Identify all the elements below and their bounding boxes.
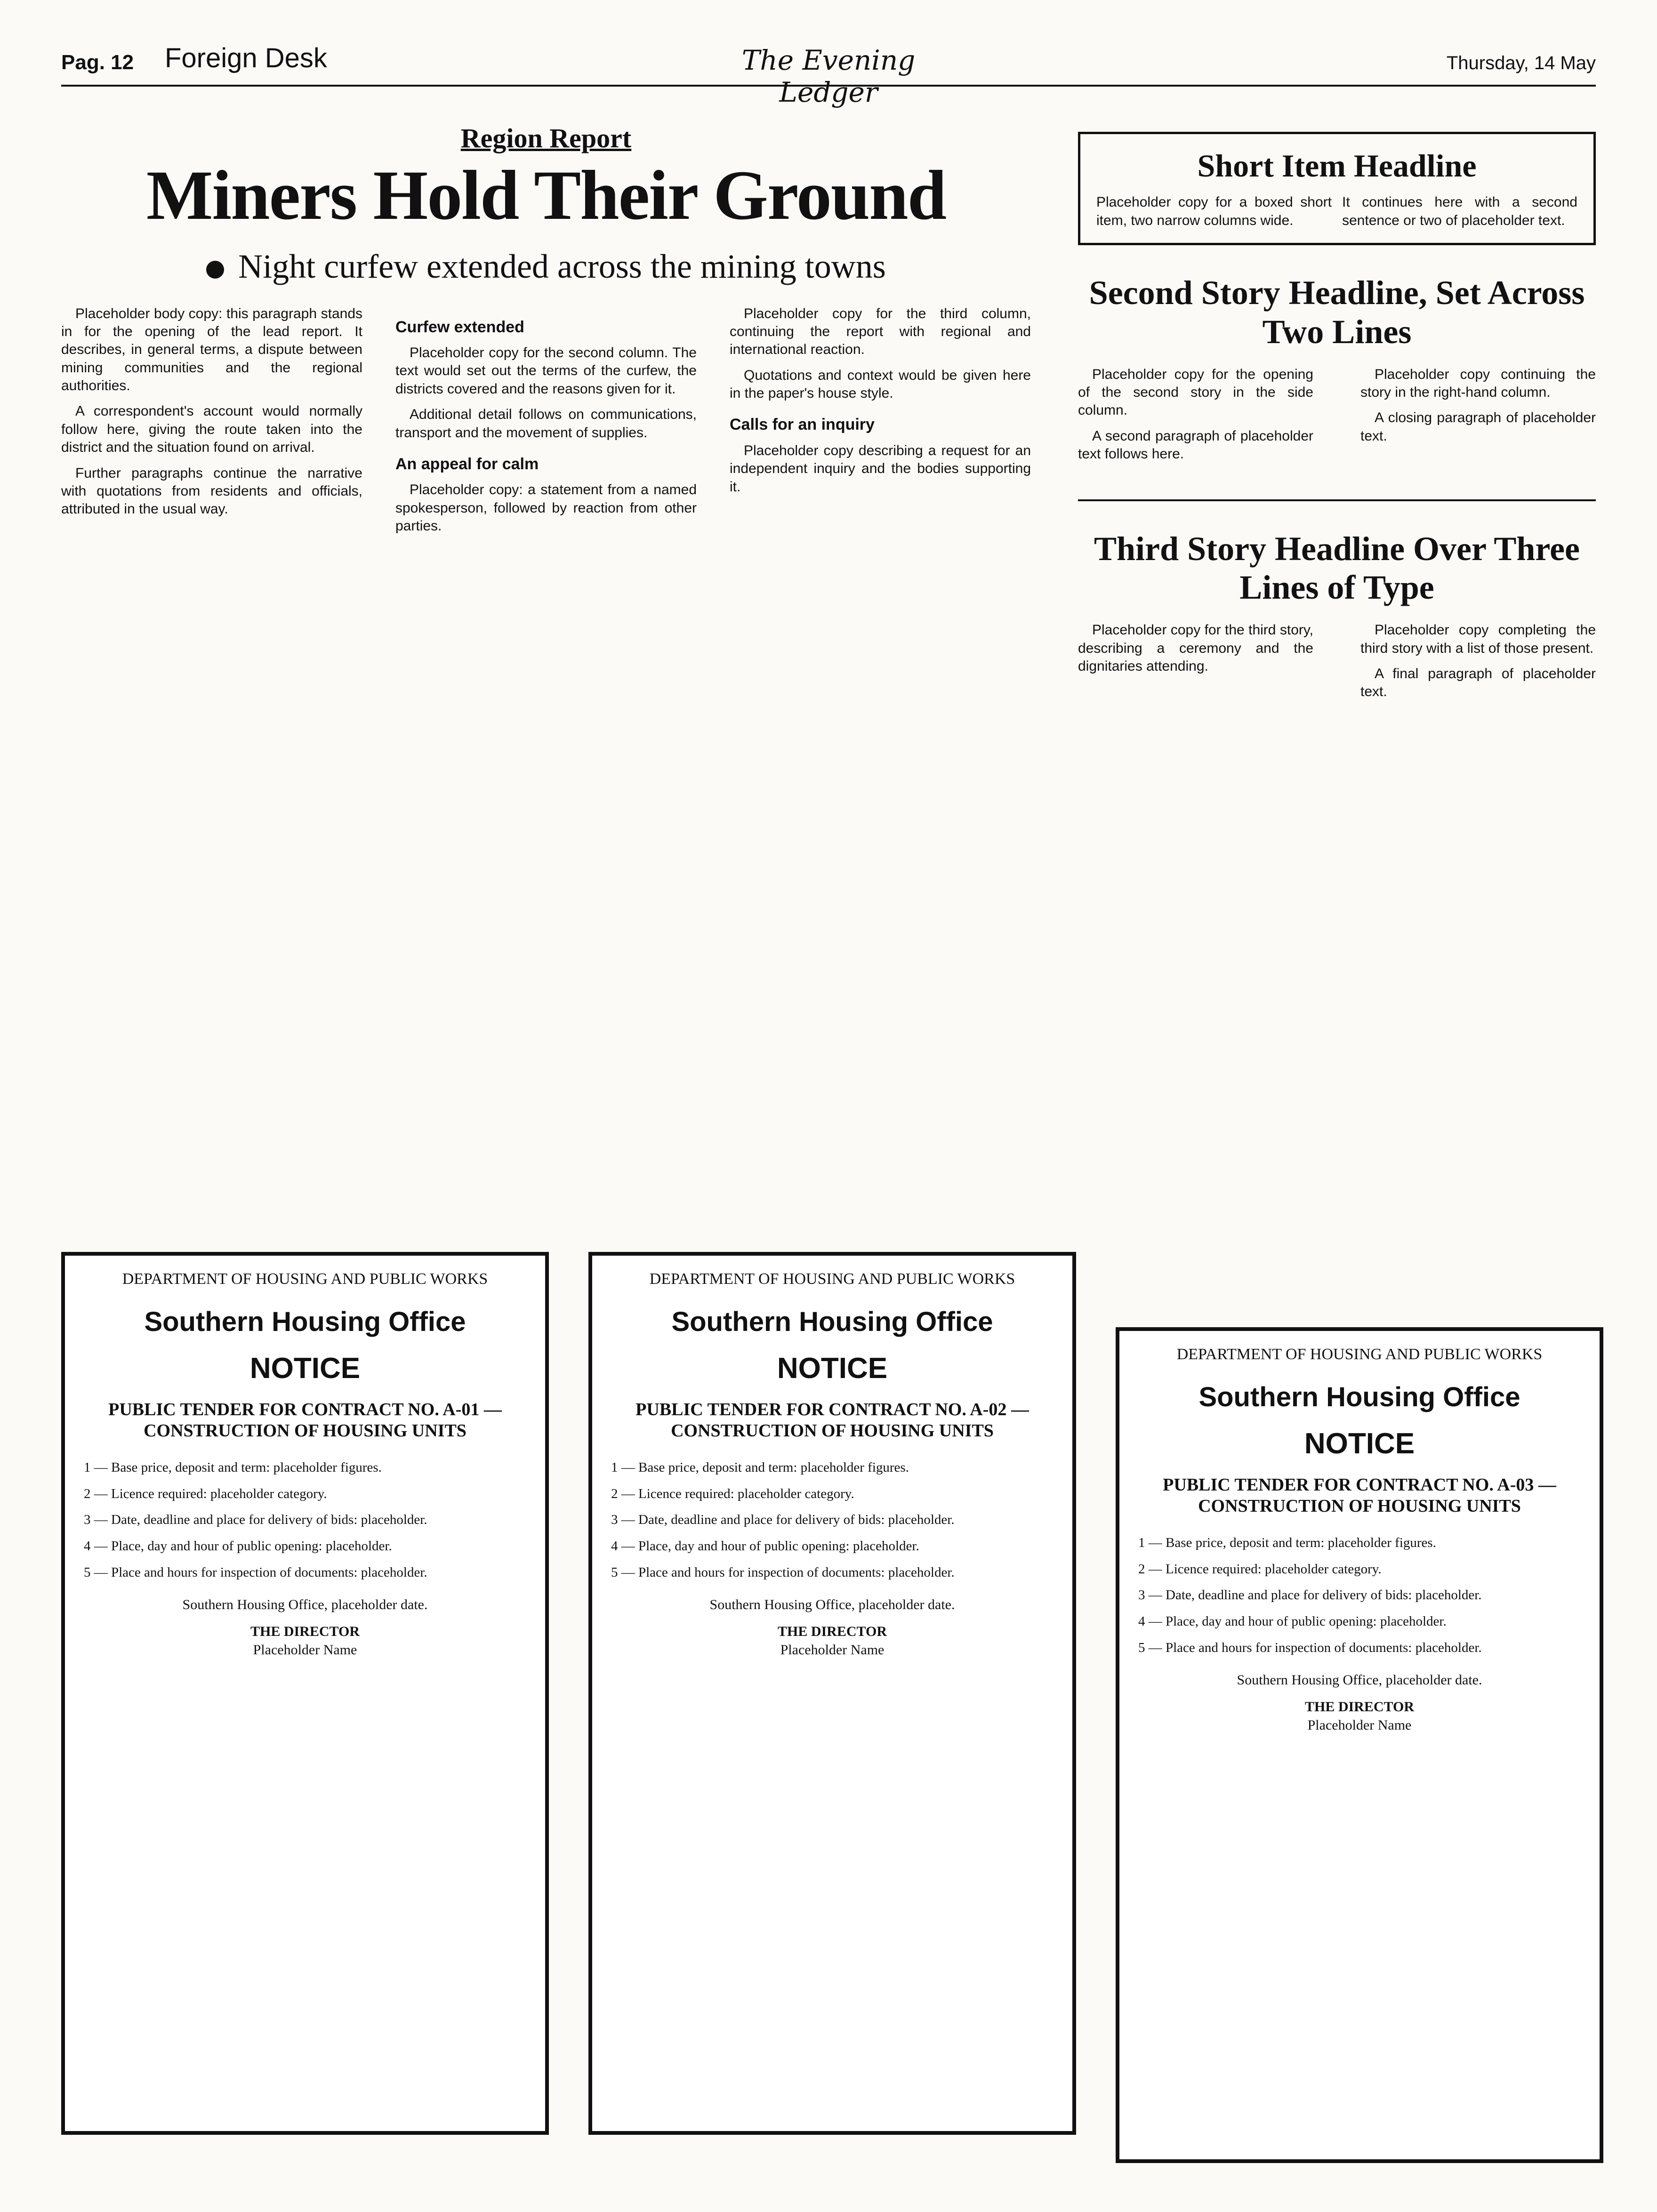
paragraph: A second paragraph of placeholder text follows here. — [1078, 428, 1313, 462]
article-column-1 — [61, 305, 362, 543]
bullet-icon — [206, 261, 224, 279]
signature-name: Placeholder Name — [253, 1642, 357, 1658]
notice-item: 3 — Date, deadline and place for delivery of bids: placeholder. — [611, 1512, 955, 1528]
boxed-story — [1078, 132, 1596, 245]
notice-subject: PUBLIC TENDER FOR CONTRACT NO. A-03 — CONSTRUCTION OF HOUSING UNITS — [1163, 1475, 1556, 1516]
lead-article — [61, 122, 1031, 543]
notice-office: Southern Housing Office — [1199, 1381, 1520, 1412]
article-deck — [61, 247, 1031, 286]
notice-title: NOTICE — [249, 1352, 361, 1385]
notice-item: 1 — Base price, deposit and term: placeholder figures. — [84, 1459, 382, 1475]
notice-signature — [611, 1595, 1054, 1659]
notice-subject: PUBLIC TENDER FOR CONTRACT NO. A-02 — CONSTRUCTION OF HOUSING UNITS — [635, 1399, 1029, 1441]
subheading: An appeal for calm — [395, 455, 539, 473]
side-column — [1078, 132, 1596, 709]
signature-title: THE DIRECTOR — [250, 1624, 360, 1640]
signature-place: Southern Housing Office, placeholder date. — [182, 1597, 428, 1613]
paragraph: A final paragraph of placeholder text. — [1360, 665, 1596, 700]
story-columns — [1096, 193, 1577, 230]
notice-item: 2 — Licence required: placeholder category. — [1138, 1561, 1382, 1577]
subheading: Calls for an inquiry — [730, 416, 875, 434]
tender-notice-3 — [1116, 1327, 1603, 2163]
story-headline: Short Item Headline — [1197, 148, 1477, 184]
paragraph: Placeholder copy: a statement from a named spokesperson, followed by reaction from other parties. — [395, 482, 697, 534]
signature-title: THE DIRECTOR — [777, 1624, 887, 1640]
notice-item: 1 — Base price, deposit and term: placeholder figures. — [611, 1459, 909, 1475]
notice-signature — [84, 1595, 526, 1659]
page-number: Pag. 12 — [61, 51, 134, 74]
notice-items — [84, 1459, 526, 1581]
paragraph: Placeholder body copy: this paragraph stands in for the opening of the lead report. It describes, in general terms, a dispute between mining communities and the regional authorities. — [61, 305, 362, 394]
notice-item: 4 — Place, day and hour of public opening: placeholder. — [84, 1539, 392, 1554]
story-columns — [1078, 366, 1596, 471]
story-headline: Third Story Headline Over Three Lines of Type — [1094, 529, 1580, 607]
notice-item: 5 — Place and hours for inspection of documents: placeholder. — [611, 1564, 955, 1580]
paragraph: Placeholder copy describing a request for an independent inquiry and the bodies supporting it. — [730, 442, 1031, 495]
newspaper-page — [61, 28, 1596, 2184]
story-column — [1078, 366, 1313, 471]
story-column: It continues here with a second sentence or two of placeholder text. — [1342, 194, 1577, 228]
notice-item: 4 — Place, day and hour of public opening: placeholder. — [611, 1539, 919, 1554]
paragraph: Quotations and context would be given here in the paper's house style. — [730, 367, 1031, 401]
article-headline: Miners Hold Their Ground — [146, 156, 946, 234]
signature-title: THE DIRECTOR — [1304, 1699, 1414, 1715]
notice-title: NOTICE — [777, 1352, 888, 1385]
tender-notice-1 — [61, 1252, 549, 2135]
tender-notice-2 — [588, 1252, 1076, 2135]
story-column — [1078, 621, 1313, 709]
article-column-3 — [730, 305, 1031, 543]
notice-item: 3 — Date, deadline and place for delivery of bids: placeholder. — [1138, 1587, 1482, 1603]
issue-date: Thursday, 14 May — [1446, 53, 1596, 73]
paragraph: Placeholder copy for the opening of the second story in the side column. — [1078, 366, 1313, 418]
article-column-2 — [395, 305, 697, 543]
paragraph: Placeholder copy for the third story, describing a ceremony and the dignitaries attending. — [1078, 622, 1313, 674]
paragraph: Placeholder copy for the second column. The text would set out the terms of the curfew, the districts covered and the reasons given for it. — [395, 345, 697, 397]
notice-organisation: DEPARTMENT OF HOUSING AND PUBLIC WORKS — [122, 1270, 488, 1288]
masthead — [61, 28, 1596, 108]
notice-items — [611, 1459, 1054, 1581]
article-columns — [61, 305, 1031, 543]
article-kicker: Region Report — [460, 123, 632, 153]
notice-item: 2 — Licence required: placeholder category. — [84, 1486, 327, 1501]
story-headline: Second Story Headline, Set Across Two Lines — [1089, 273, 1585, 351]
story-column — [1360, 621, 1596, 709]
newspaper-name: The Evening Ledger — [741, 44, 916, 108]
notice-item: 2 — Licence required: placeholder category. — [611, 1486, 854, 1501]
section-title: Foreign Desk — [165, 43, 327, 73]
paragraph: Additional detail follows on communications, transport and the movement of supplies. — [395, 407, 697, 441]
notice-title: NOTICE — [1304, 1427, 1415, 1460]
paragraph: A closing paragraph of placeholder text. — [1360, 410, 1596, 444]
notice-item: 5 — Place and hours for inspection of documents: placeholder. — [1138, 1640, 1482, 1655]
notice-organisation: DEPARTMENT OF HOUSING AND PUBLIC WORKS — [1176, 1346, 1543, 1363]
notice-signature — [1138, 1671, 1581, 1734]
deck-text: Night curfew extended across the mining towns — [238, 247, 886, 285]
signature-place: Southern Housing Office, placeholder date. — [1237, 1672, 1482, 1688]
paragraph: Placeholder copy completing the third story with a list of those present. — [1360, 622, 1596, 656]
paragraph: Placeholder copy for the third column, continuing the report with regional and international reaction. — [730, 305, 1031, 358]
column-divider — [1078, 499, 1596, 501]
subheading: Curfew extended — [395, 318, 524, 336]
notice-office: Southern Housing Office — [671, 1306, 993, 1337]
story-column — [1360, 366, 1596, 471]
paragraph: A correspondent's account would normally follow here, giving the route taken into the district and the situation found on arrival. — [61, 403, 362, 456]
notice-organisation: DEPARTMENT OF HOUSING AND PUBLIC WORKS — [649, 1270, 1015, 1288]
signature-name: Placeholder Name — [780, 1642, 885, 1658]
notice-items — [1138, 1534, 1581, 1657]
paragraph: Placeholder copy continuing the story in the right-hand column. — [1360, 366, 1596, 400]
signature-name: Placeholder Name — [1307, 1717, 1412, 1733]
notice-item: 3 — Date, deadline and place for delivery of bids: placeholder. — [84, 1512, 427, 1528]
notice-item: 5 — Place and hours for inspection of documents: placeholder. — [84, 1564, 427, 1580]
notice-item: 1 — Base price, deposit and term: placeholder figures. — [1138, 1535, 1436, 1550]
paragraph: Further paragraphs continue the narrative with quotations from residents and officials, attributed in the usual way. — [61, 465, 362, 517]
signature-place: Southern Housing Office, placeholder date. — [709, 1597, 955, 1613]
story-columns — [1078, 621, 1596, 709]
notice-subject: PUBLIC TENDER FOR CONTRACT NO. A-01 — CONSTRUCTION OF HOUSING UNITS — [108, 1399, 502, 1441]
notice-item: 4 — Place, day and hour of public opening: placeholder. — [1138, 1614, 1447, 1629]
notice-office: Southern Housing Office — [144, 1306, 466, 1337]
story-column: Placeholder copy for a boxed short item, two narrow columns wide. — [1096, 194, 1332, 228]
